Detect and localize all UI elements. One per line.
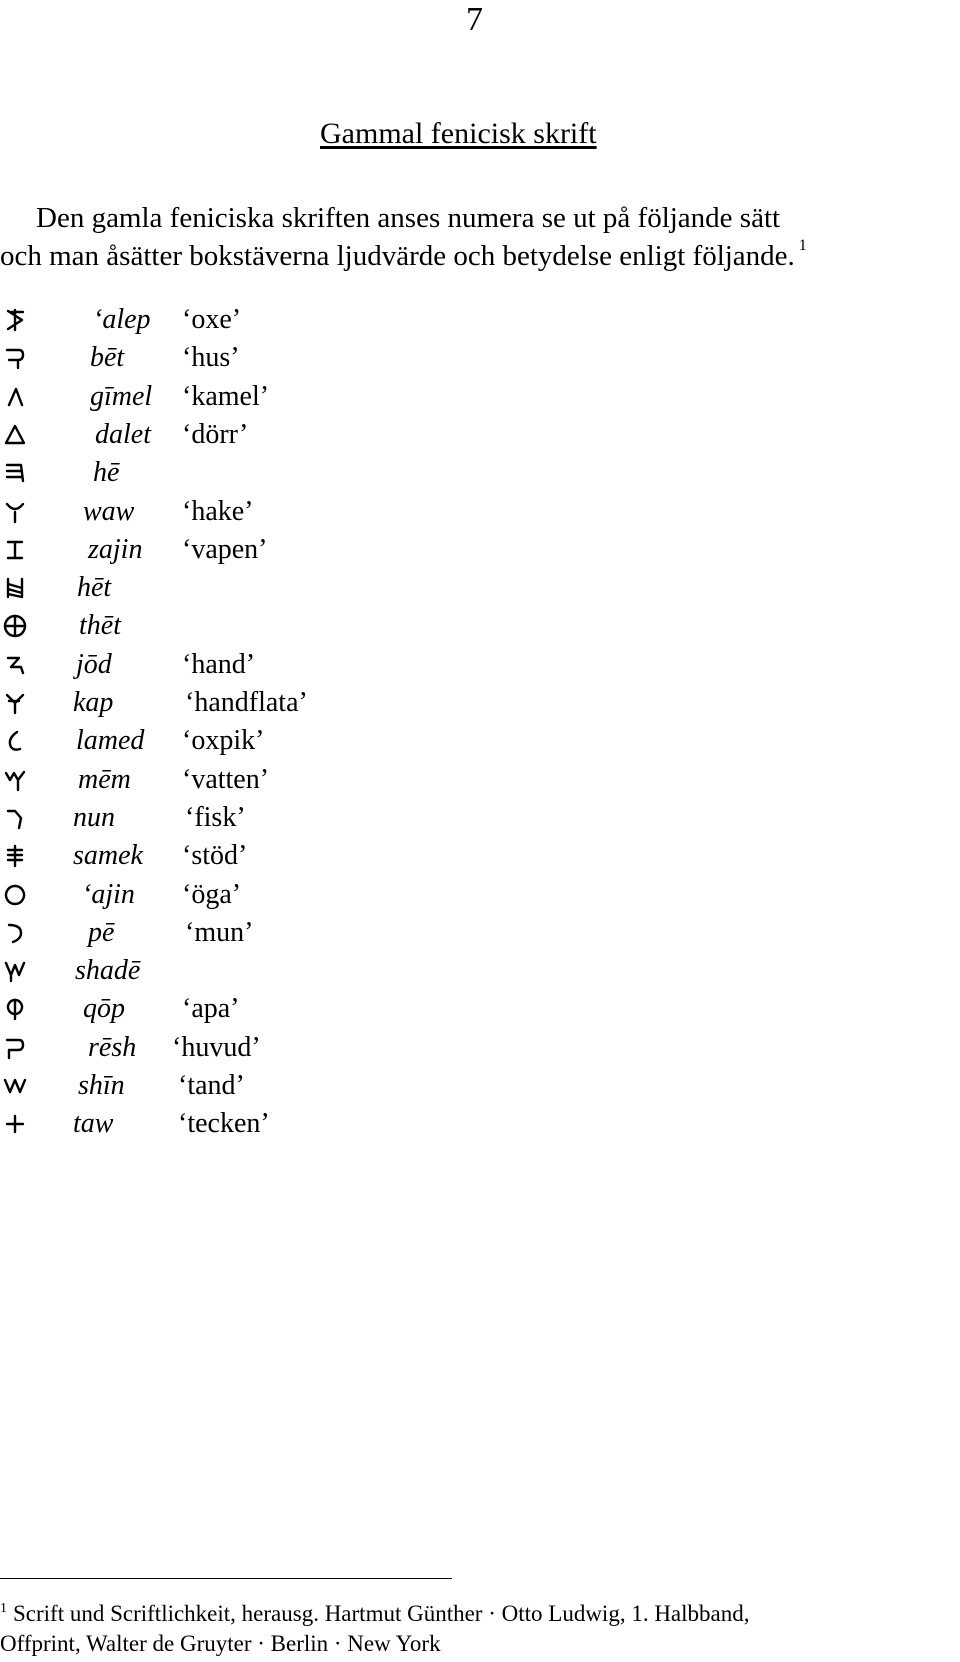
letter-name: ‘ajin bbox=[82, 878, 135, 910]
waw-glyph bbox=[3, 500, 27, 524]
letter-name: bēt bbox=[90, 342, 125, 374]
letter-meaning: ‘apa’ bbox=[182, 993, 240, 1025]
intro-line-2 bbox=[0, 238, 807, 274]
letter-name: gīmel bbox=[90, 380, 153, 412]
footnote-divider bbox=[0, 1578, 452, 1579]
mem-glyph bbox=[3, 768, 27, 792]
letter-name: samek bbox=[73, 840, 143, 872]
letter-row bbox=[0, 951, 400, 991]
letter-row bbox=[0, 606, 400, 646]
letter-meaning: ‘tand’ bbox=[178, 1070, 245, 1101]
letter-row bbox=[0, 645, 400, 685]
heth-glyph bbox=[3, 576, 27, 600]
letter-name: nun bbox=[73, 801, 115, 833]
footnote-reference: 1 bbox=[798, 237, 807, 255]
ayin-glyph bbox=[3, 883, 27, 907]
taw-glyph bbox=[3, 1112, 27, 1136]
letter-name: zajin bbox=[88, 533, 143, 565]
footnote-marker: 1 bbox=[0, 1601, 7, 1616]
letter-meaning: ‘oxe’ bbox=[182, 304, 242, 335]
footnote-text-1: Scrift und Scriftlichkeit, herausg. Hartmut Günther · Otto Ludwig, 1. Halbband, bbox=[13, 1601, 750, 1626]
gimel-glyph bbox=[3, 385, 27, 409]
letter-meaning: ‘fisk’ bbox=[185, 801, 246, 833]
letter-name: hēt bbox=[77, 572, 112, 604]
letter-row bbox=[0, 377, 400, 417]
letter-row bbox=[0, 1104, 400, 1144]
page-heading: Gammal fenicisk skrift bbox=[320, 117, 597, 150]
letter-row bbox=[0, 683, 400, 723]
letter-row bbox=[0, 530, 400, 570]
lamedh-glyph bbox=[3, 729, 27, 753]
letter-name: dalet bbox=[95, 418, 151, 450]
shin-glyph bbox=[3, 1074, 27, 1098]
letter-row bbox=[0, 913, 400, 953]
footnote-line-1 bbox=[0, 1600, 749, 1632]
qoph-glyph bbox=[3, 997, 27, 1021]
letter-row bbox=[0, 721, 400, 761]
teth-glyph bbox=[3, 614, 27, 638]
pe-glyph bbox=[3, 921, 27, 945]
letter-row bbox=[0, 415, 400, 455]
letter-row bbox=[0, 453, 400, 493]
letter-name: jōd bbox=[76, 648, 112, 680]
letter-row bbox=[0, 836, 400, 876]
letter-name: thēt bbox=[79, 610, 121, 642]
letter-name: pē bbox=[88, 916, 115, 948]
resh-glyph bbox=[3, 1036, 27, 1060]
letter-name: rēsh bbox=[88, 1031, 137, 1063]
letter-row bbox=[0, 300, 400, 340]
footnote-line-2: Offprint, Walter de Gruyter · Berlin · New York bbox=[0, 1631, 441, 1656]
letter-row bbox=[0, 338, 400, 378]
he-glyph bbox=[3, 461, 27, 485]
nun-glyph bbox=[3, 806, 27, 830]
letter-row bbox=[0, 875, 400, 915]
letter-name: kap bbox=[73, 687, 114, 718]
intro-line-1: Den gamla feniciska skriften anses numera se ut på följande sätt bbox=[36, 202, 781, 234]
letter-row bbox=[0, 989, 400, 1029]
beth-glyph bbox=[3, 346, 27, 370]
letter-meaning: ‘oxpik’ bbox=[182, 725, 265, 757]
letter-name: taw bbox=[73, 1108, 114, 1140]
daleth-glyph bbox=[3, 423, 27, 447]
intro-line-2-text: och man åsätter bokstäverna ljudvärde och betydelse enligt följande. bbox=[0, 240, 795, 272]
letter-meaning: ‘vapen’ bbox=[182, 533, 268, 565]
letter-row bbox=[0, 760, 400, 800]
samekh-glyph bbox=[3, 844, 27, 868]
letter-row bbox=[0, 568, 400, 608]
letter-meaning: ‘handflata’ bbox=[185, 687, 308, 718]
letter-meaning: ‘kamel’ bbox=[182, 380, 270, 412]
letter-name: qōp bbox=[83, 993, 125, 1025]
letter-meaning: ‘dörr’ bbox=[182, 418, 249, 450]
letter-meaning: ‘hus’ bbox=[182, 342, 240, 374]
letter-row bbox=[0, 798, 400, 838]
aleph-glyph bbox=[3, 308, 27, 332]
letter-meaning: ‘mun’ bbox=[185, 916, 254, 948]
letter-row bbox=[0, 1066, 400, 1106]
kaph-glyph bbox=[3, 691, 27, 715]
letter-meaning: ‘stöd’ bbox=[182, 840, 248, 872]
sade-glyph bbox=[3, 959, 27, 983]
zayin-glyph bbox=[3, 538, 27, 562]
letter-name: mēm bbox=[78, 763, 131, 795]
yodh-glyph bbox=[3, 653, 27, 677]
letter-name: shadē bbox=[75, 955, 141, 987]
letter-meaning: ‘vatten’ bbox=[182, 763, 270, 795]
letter-name: shīn bbox=[78, 1070, 125, 1101]
letter-name: lamed bbox=[76, 725, 145, 757]
letter-meaning: ‘hand’ bbox=[182, 648, 256, 680]
letter-meaning: ‘tecken’ bbox=[178, 1108, 270, 1140]
letter-name: waw bbox=[83, 495, 135, 527]
letter-name: hē bbox=[93, 457, 120, 489]
page-number: 7 bbox=[466, 1, 483, 38]
letter-meaning: ‘huvud’ bbox=[172, 1031, 261, 1063]
letter-row bbox=[0, 492, 400, 532]
letter-name: ‘alep bbox=[93, 304, 151, 335]
letter-row bbox=[0, 1028, 400, 1068]
letter-meaning: ‘hake’ bbox=[182, 495, 254, 527]
letter-meaning: ‘öga’ bbox=[182, 878, 242, 910]
